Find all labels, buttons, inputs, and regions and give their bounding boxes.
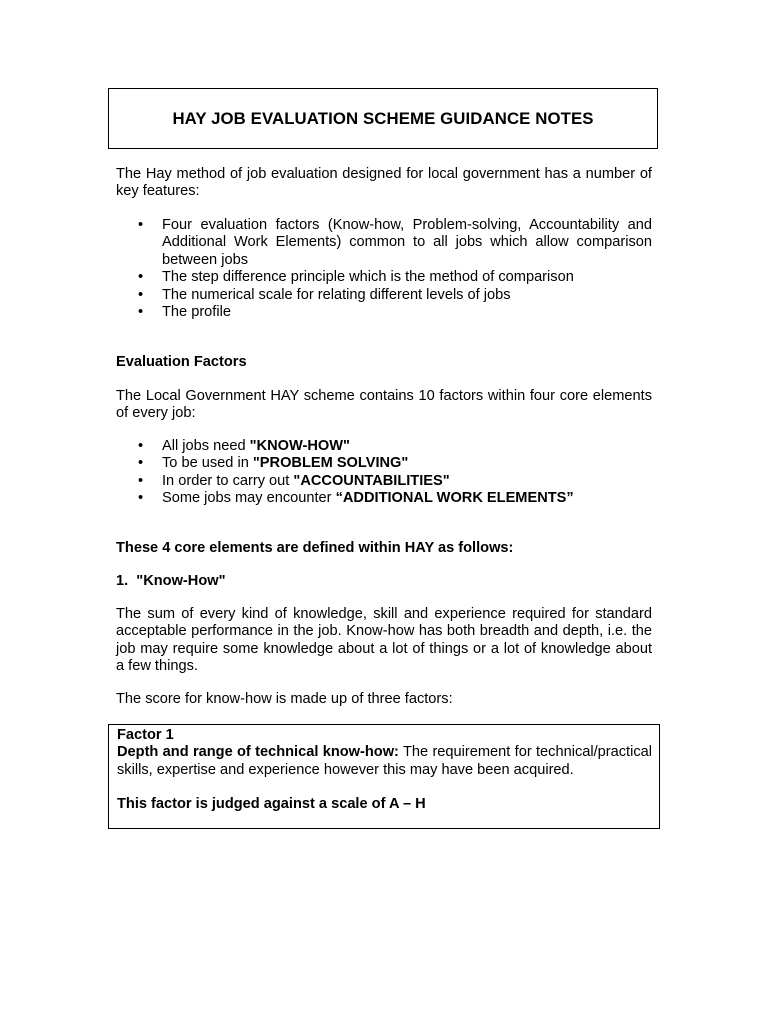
evaluation-factors-heading: Evaluation Factors (116, 354, 247, 370)
feature-text: The profile (162, 304, 231, 321)
bullet-icon: • (138, 490, 144, 507)
factor-1-body (117, 744, 652, 779)
core-element-name: "KNOW-HOW" (249, 438, 350, 454)
core-element-item (116, 490, 652, 507)
feature-text: The numerical scale for relating different levels of jobs (162, 286, 511, 303)
factor-1-label: Factor 1 (117, 727, 174, 743)
know-how-definition-block (116, 606, 652, 676)
core-element-item (116, 438, 652, 455)
bullet-icon: • (138, 269, 144, 286)
know-how-definition: The sum of every kind of knowledge, skill and experience required for standard acceptable performance in the job. Know-how has both breadth and depth, i.e. the job may require some knowledge about a lot of things or a lot of knowledge about a few things. (116, 606, 652, 675)
core-element-item (116, 455, 652, 472)
core-element-item (116, 473, 652, 490)
evaluation-factors-heading-block (116, 354, 652, 371)
factor-1-description: The requirement for technical/practical skills, expertise and experience however this may have been acquired. (117, 744, 652, 778)
factor-1-name: Depth and range of technical know-how: (117, 744, 399, 761)
factor-1-box (108, 724, 660, 829)
core-element-prefix: In order to carry out (162, 472, 294, 489)
title-box (108, 88, 658, 149)
core-element-prefix: To be used in (162, 455, 253, 472)
know-how-heading: 1. "Know-How" (116, 573, 226, 589)
evaluation-factors-intro-block (116, 388, 652, 423)
feature-text: Four evaluation factors (Know-how, Problem-solving, Accountability and Additional Work Elements) common to all jobs which allow comparison between jobs (162, 217, 652, 268)
feature-item (116, 269, 652, 286)
evaluation-factors-intro: The Local Government HAY scheme contains 10 factors within four core elements of every job: (116, 388, 652, 422)
core-element-name: "PROBLEM SOLVING" (252, 455, 409, 472)
bullet-icon: • (138, 217, 144, 233)
feature-item (116, 304, 652, 321)
core-elements-heading: These 4 core elements are defined within HAY as follows: (116, 540, 514, 556)
core-element-prefix: Some jobs may encounter (162, 490, 336, 507)
bullet-icon: • (138, 286, 144, 303)
features-list (116, 217, 652, 321)
core-elements-list-block (116, 438, 652, 508)
features-list-block (116, 217, 652, 321)
know-how-heading-block (116, 573, 652, 590)
factor-1-scale: This factor is judged against a scale of A – H (117, 796, 426, 813)
know-how-score-intro-block (116, 691, 652, 708)
intro-paragraph (116, 166, 652, 201)
feature-item (116, 287, 652, 304)
core-element-prefix: All jobs need (162, 438, 250, 454)
core-elements-heading-block (116, 540, 652, 557)
bullet-icon: • (138, 455, 144, 472)
core-element-name: "ACCOUNTABILITIES" (293, 472, 450, 489)
core-element-name: “ADDITIONAL WORK ELEMENTS” (335, 490, 574, 507)
know-how-score-intro: The score for know-how is made up of three factors: (116, 691, 453, 707)
bullet-icon: • (138, 438, 144, 454)
bullet-icon: • (138, 304, 144, 321)
core-elements-list (116, 438, 652, 508)
feature-text: The step difference principle which is the method of comparison (162, 269, 574, 286)
feature-item (116, 217, 652, 269)
intro-text: The Hay method of job evaluation designed for local government has a number of key features: (116, 166, 652, 200)
document-title: HAY JOB EVALUATION SCHEME GUIDANCE NOTES (172, 108, 594, 128)
bullet-icon: • (138, 472, 144, 489)
